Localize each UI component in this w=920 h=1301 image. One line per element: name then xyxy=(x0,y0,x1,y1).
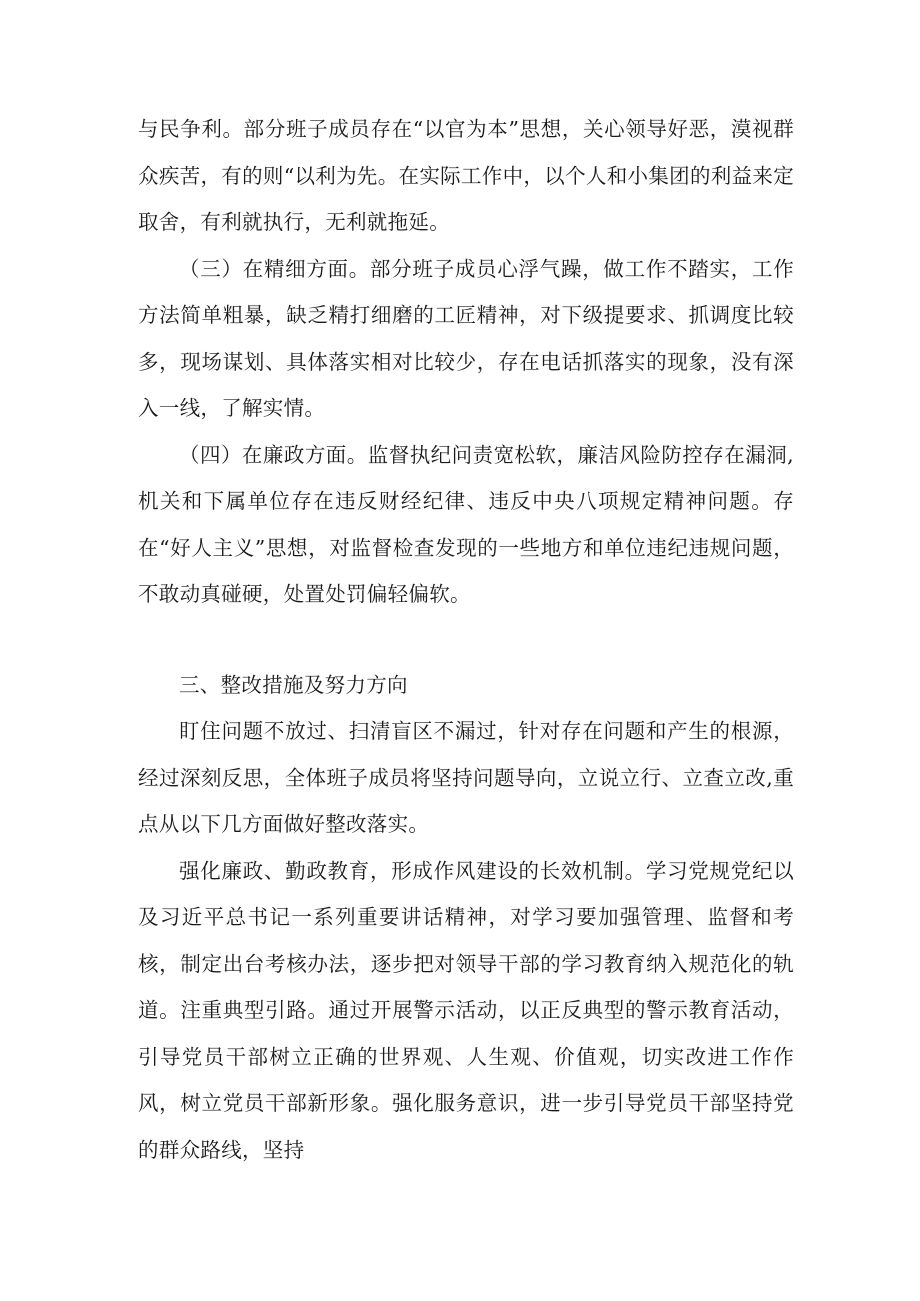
paragraph-refinement: （三）在精细方面。部分班子成员心浮气躁，做工作不踏实，工作方法简单粗暴，缺乏精打细磨的工匠精神，对下级提要求、抓调度比较多，现场谋划、具体落实相对比较少，存在电话抓落实的现象，没有深入一线，了解实情。 xyxy=(138,256,794,420)
paragraph-education: 强化廉政、勤政教育，形成作风建设的长效机制。学习党规党纪以及习近平总书记一系列重要讲话精神，对学习要加强管理、监督和考核，制定出台考核办法，逐步把对领导干部的学习教育纳入规范化的轨道。注重典型引路。通过开展警示活动，以正反典型的警示教育活动，引导党员干部树立正确的世界观、人生观、价值观，切实改进工作作风，树立党员干部新形象。强化服务意识，进一步引导党员干部坚持党的群众路线，坚持 xyxy=(138,858,794,1162)
paragraph-integrity: （四）在廉政方面。监督执纪问责宽松软，廉洁风险防控存在漏洞,机关和下属单位存在违反财经纪律、违反中央八项规定精神问题。存在“好人主义”思想，对监督检查发现的一些地方和单位违纪违规问题，不敢动真碰硬，处置处罚偏轻偏软。 xyxy=(138,442,794,606)
section-spacer xyxy=(138,618,794,662)
section-heading: 三、整改措施及努力方向 xyxy=(179,672,408,697)
document-page xyxy=(138,106,794,1173)
paragraph-rectification-intro: 盯住问题不放过、扫清盲区不漏过，针对存在问题和产生的根源，经过深刻反思，全体班子成员将坚持问题导向，立说立行、立查立改,重点从以下几方面做好整改落实。 xyxy=(138,719,794,836)
paragraph-continuation: 与民争利。部分班子成员存在“以官为本”思想，关心领导好恶，漠视群众疾苦，有的则“以利为先。在实际工作中，以个人和小集团的利益来定取舍，有利就执行，无利就拖延。 xyxy=(138,117,794,234)
